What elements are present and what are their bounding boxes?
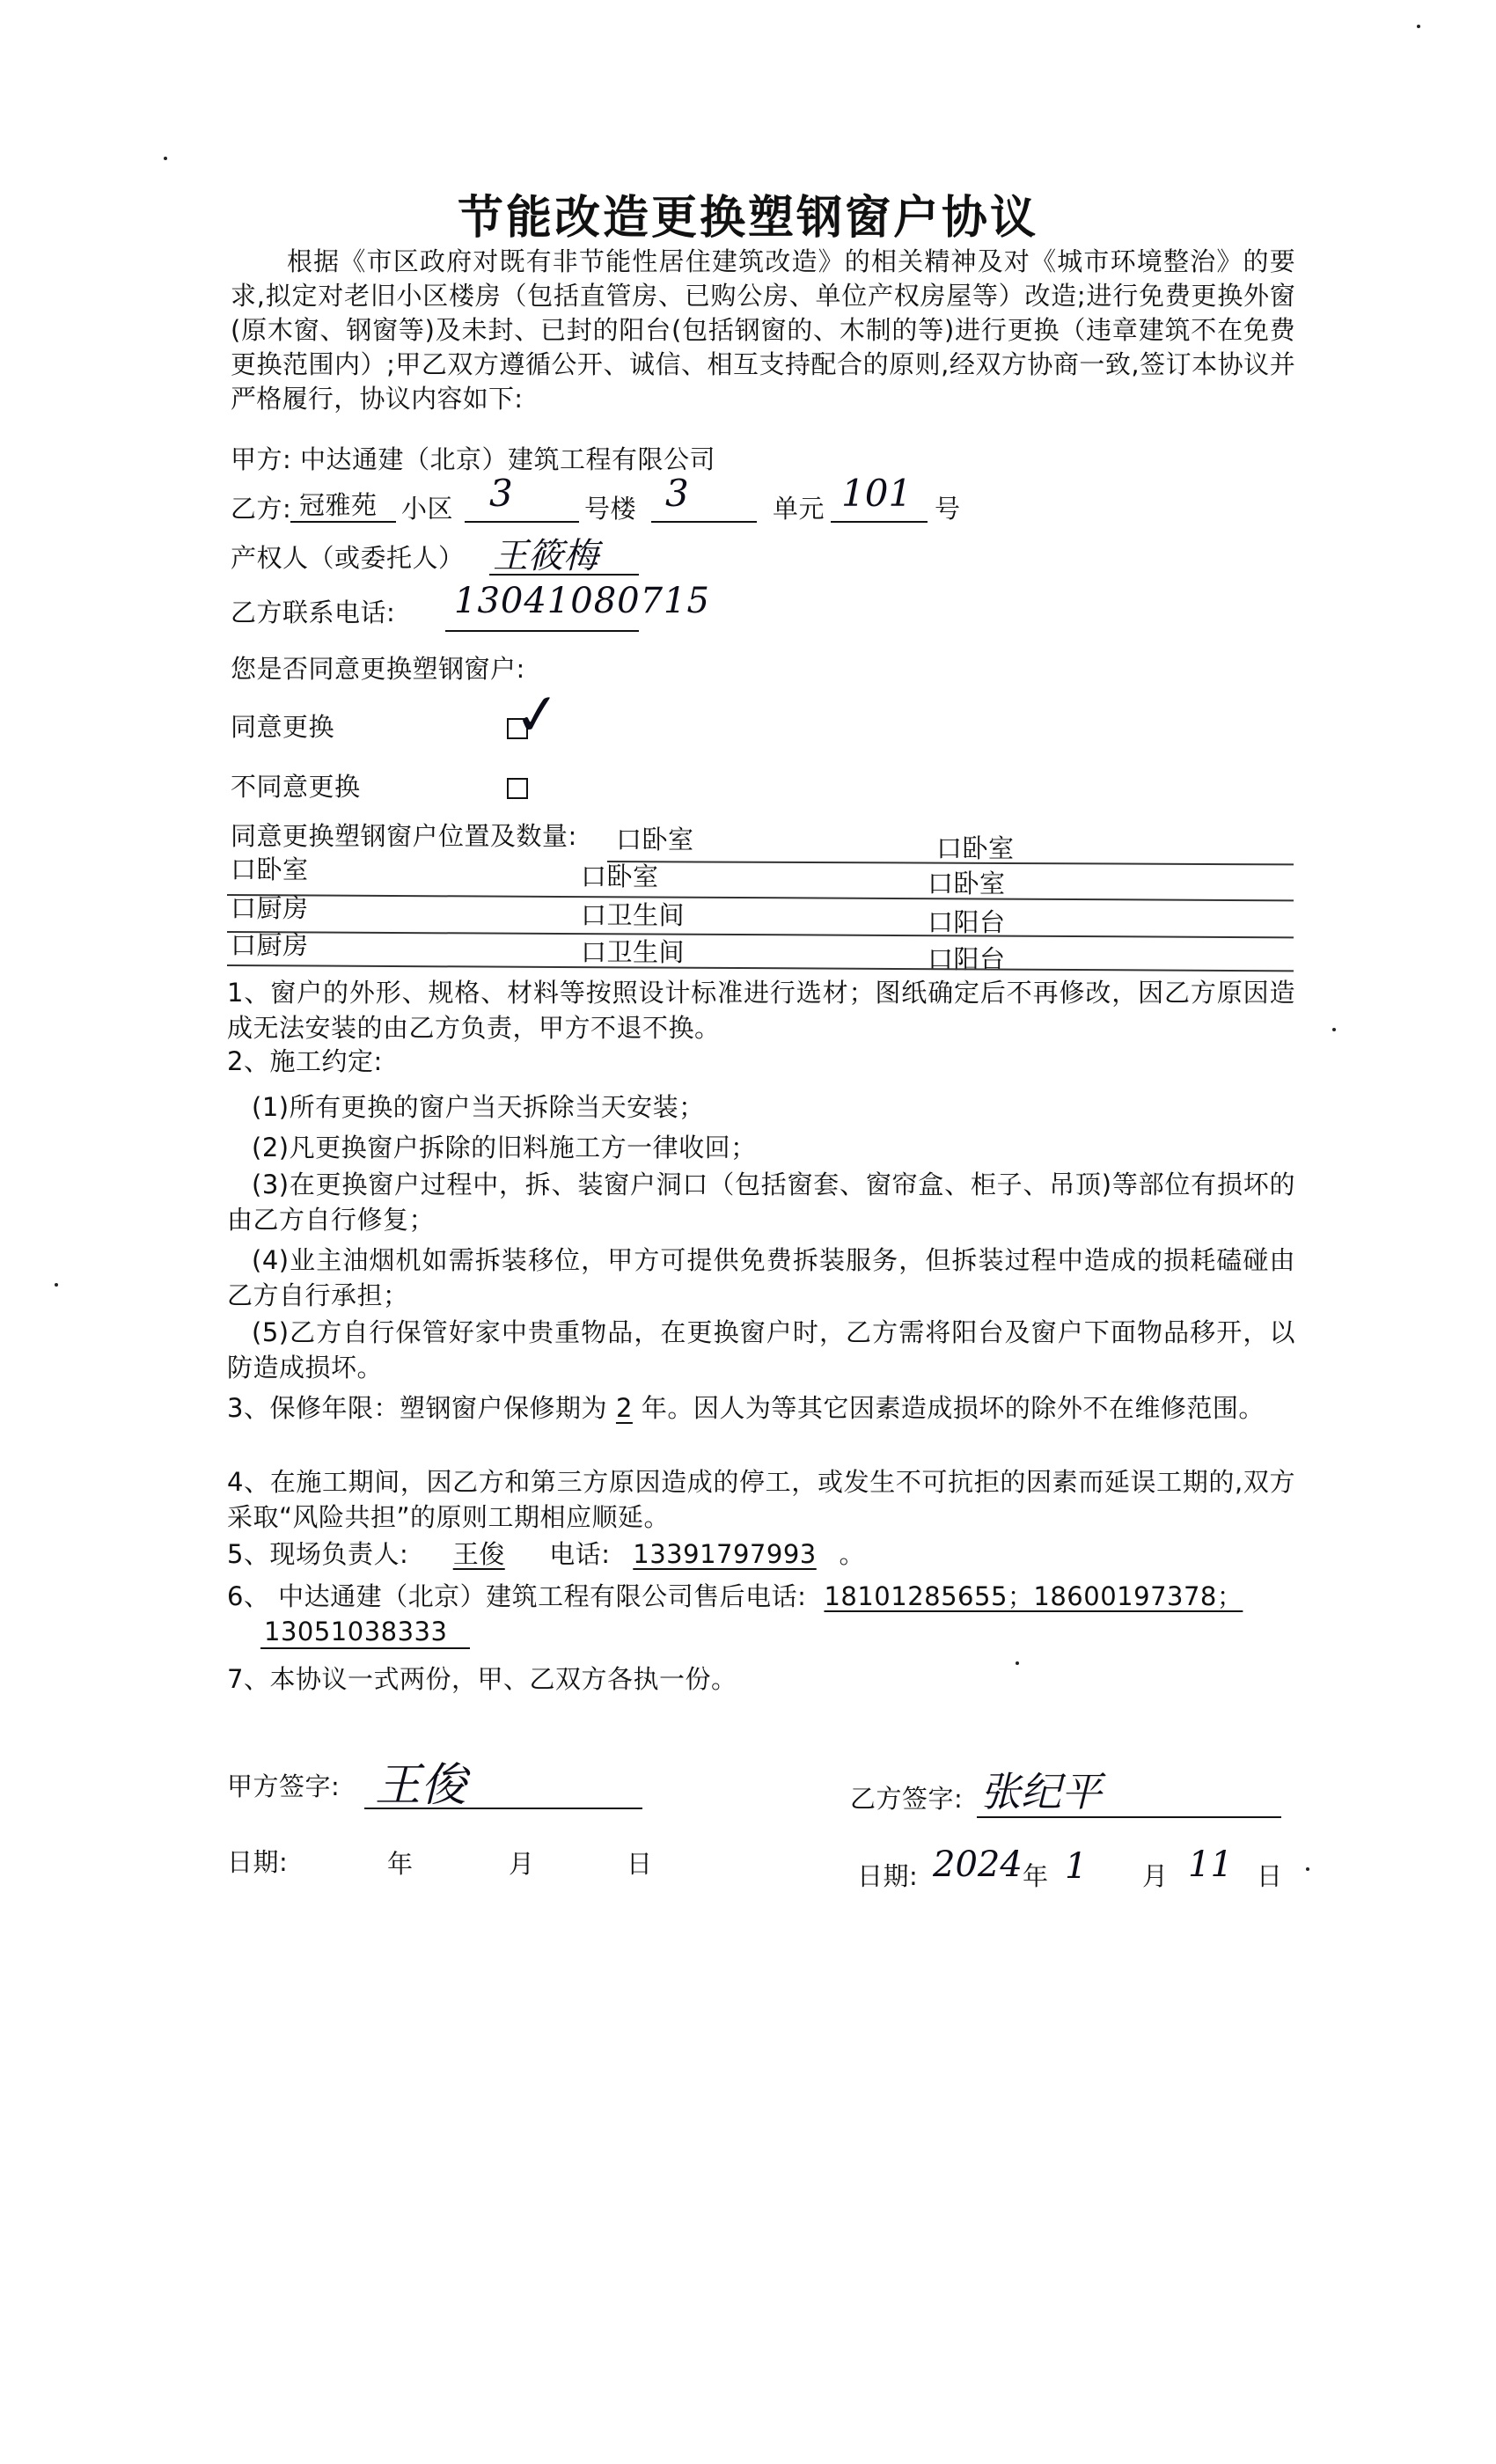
after-sales-underline [260,1647,470,1649]
clause-3-prefix: 3、保修年限：塑钢窗户保修期为 [227,1393,607,1423]
party-b-sign-line [977,1816,1281,1818]
scan-speck [164,157,167,160]
party-b-month-label: 月 [1142,1861,1169,1891]
after-sales-phones: 18101285655；18600197378； [824,1581,1243,1611]
clause-4: 4、在施工期间，因乙方和第三方原因造成的停工，或发生不可抗拒的因素而延误工期的,双方采取“风险共担”的原则工期相应顺延。 [227,1467,1295,1532]
position-cell: 口厨房 [231,930,309,960]
scan-speck [55,1283,58,1287]
consent-question: 您是否同意更换塑钢窗户: [231,654,525,684]
building-label: 号楼 [584,494,637,524]
party-a-year-label: 年 [387,1849,414,1879]
clause-7: 7、本协议一式两份，甲、乙双方各执一份。 [227,1664,737,1694]
party-b-month: 1 [1065,1846,1088,1887]
position-cell: 口卧室 [928,869,1006,898]
scan-speck [1332,1028,1336,1031]
clause-6 [227,1579,1243,1614]
position-cell: 口厨房 [231,893,309,923]
room-number: 101 [841,472,913,515]
clause-5-prefix: 5、现场负责人: [227,1539,409,1569]
agree-label: 同意更换 [231,712,335,742]
phone-underline [445,630,639,632]
position-cell: 口卧室 [231,854,309,884]
position-cell: 口阳台 [928,907,1006,937]
position-cell: 口阳台 [928,944,1006,974]
clause-3-suffix: 年。因人为等其它因素造成损坏的除外不在维修范围。 [641,1393,1265,1423]
site-manager-phone: 13391797993 [633,1539,817,1569]
party-b-sign-label: 乙方签字: [850,1784,964,1814]
party-b-year: 2024 [933,1844,1023,1885]
after-sales-phone-3: 13051038333 [264,1617,448,1646]
party-a: 甲方: 中达通建（北京）建筑工程有限公司 [231,444,715,474]
site-manager-name: 王俊 [452,1539,505,1569]
position-cell: 口卧室 [936,833,1015,863]
party-b-date-label: 日期: [857,1861,919,1891]
position-cell: 口卫生间 [581,900,686,930]
phone-value: 13041080715 [454,581,710,621]
scan-speck [1306,1867,1309,1871]
party-b-day: 11 [1188,1844,1233,1885]
party-b-signature: 张纪平 [980,1768,1102,1815]
scan-speck [1016,1661,1019,1665]
document-title: 节能改造更换塑钢窗户协议 [457,192,1038,245]
party-a-signature: 王俊 [375,1759,467,1812]
owner-underline [489,574,639,576]
checkbox-box [507,778,528,799]
room-underline [831,521,928,523]
disagree-checkbox[interactable] [507,778,528,799]
unit-underline [651,521,757,523]
party-a-sign-label: 甲方签字: [227,1771,341,1801]
intro-paragraph: 根据《市区政府对既有非节能性居住建筑改造》的相关精神及对《城市环境整治》的要求,拟定对老旧小区楼房（包括直管房、已购公房、单位产权房屋等）改造;进行免费更换外窗(原木窗、钢窗等)及未封、已封的阳台(包括钢窗的、木制的等)进行更换（违章建筑不在免费更换范围内）;甲乙双方遵循公开、诚信、相互支持配合的原则,经双方协商一致,签订本协议并严格履行，协议内容如下: [231,246,1295,414]
community-name: 冠雅苑 [299,490,378,520]
clause-2-item-1: (1)所有更换的窗户当天拆除当天安装； [252,1092,705,1122]
clause-2-heading: 2、施工约定: [227,1046,383,1076]
clause-2-item-5: (5)乙方自行保管好家中贵重物品，在更换窗户时，乙方需将阳台及窗户下面物品移开，以防造成损坏。 [227,1317,1295,1382]
table-rule [227,931,1294,938]
positions-label: 同意更换塑钢窗户位置及数量: [231,821,577,851]
owner-label: 产权人（或委托人） [231,543,465,573]
clause-6-prefix: 6、 中达通建（北京）建筑工程有限公司售后电话: [227,1581,807,1611]
clause-5 [227,1536,865,1572]
disagree-label: 不同意更换 [231,772,361,802]
phone-label: 乙方联系电话: [231,598,396,627]
clause-2-item-3: (3)在更换窗户过程中，拆、装窗户洞口（包括窗套、窗帘盒、柜子、吊顶)等部位有损坏的由乙方自行修复； [227,1170,1295,1235]
unit-number: 3 [665,472,689,515]
warranty-years: 2 [615,1393,633,1423]
party-b-label: 乙方: [231,494,292,524]
unit-label: 单元 [773,494,825,524]
scan-speck [1417,25,1420,28]
clause-1: 1、窗户的外形、规格、材料等按照设计标准进行选材；图纸确定后不再修改，因乙方原因造成无法安装的由乙方负责，甲方不退不换。 [227,978,1295,1043]
building-underline [465,521,579,523]
party-a-date-label: 日期: [227,1847,289,1877]
table-rule [227,964,1294,972]
clause-5-end: 。 [839,1539,866,1569]
community-suffix: 小区 [401,494,454,524]
building-number: 3 [489,472,513,515]
clause-2-item-2: (2)凡更换窗户拆除的旧料施工方一律收回； [252,1133,757,1162]
clause-2-item-4: (4)业主油烟机如需拆装移位，甲方可提供免费拆装服务，但拆装过程中造成的损耗磕碰由乙方自行承担； [227,1245,1295,1310]
check-mark-icon: ✓ [510,680,565,751]
position-cell: 口卫生间 [581,937,686,967]
community-underline [290,521,396,523]
owner-name: 王筱梅 [493,536,598,576]
party-b-day-label: 日 [1257,1861,1283,1891]
party-a-sign-line [364,1808,642,1809]
table-rule [227,894,1294,901]
party-b-year-label: 年 [1023,1861,1049,1891]
room-label: 号 [935,494,961,524]
clause-5-phone-label: 电话: [549,1539,611,1569]
position-cell: 口卧室 [581,862,659,891]
party-a-month-label: 月 [509,1849,535,1879]
position-cell: 口卧室 [616,825,694,854]
clause-3 [227,1390,1295,1426]
party-a-day-label: 日 [627,1849,653,1879]
